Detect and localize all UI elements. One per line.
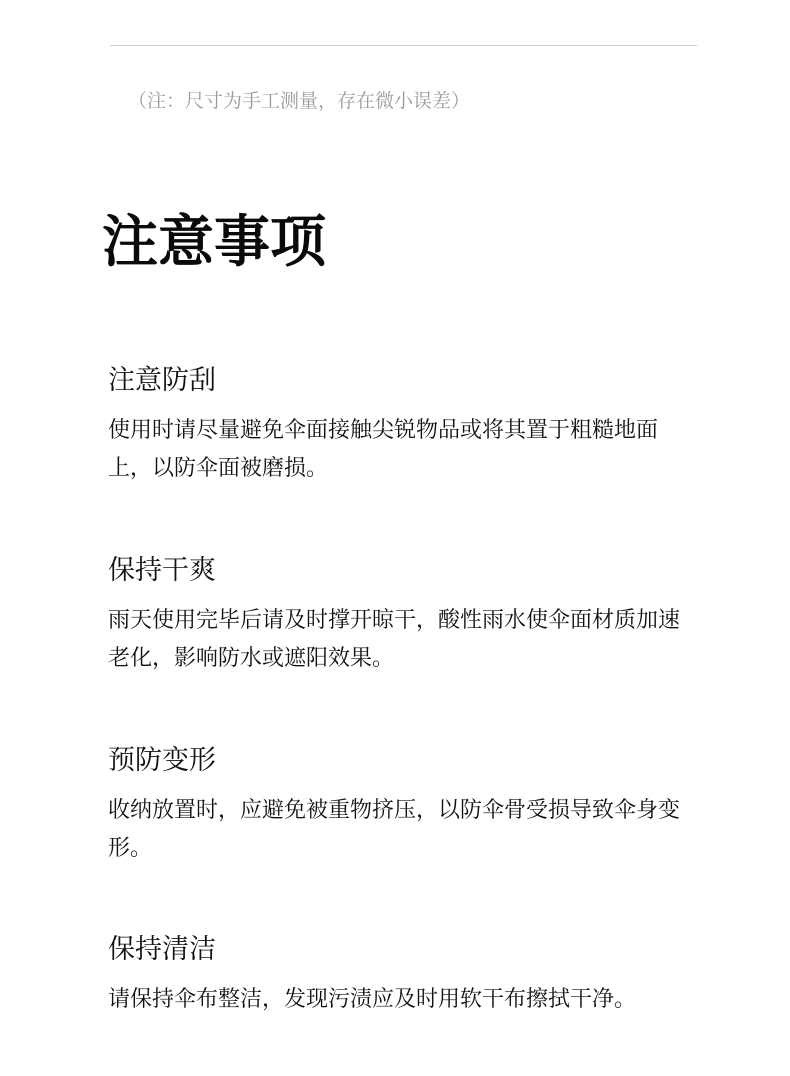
section-heading: 保持干爽 (108, 555, 216, 586)
section-heading: 注意防刮 (108, 365, 216, 396)
section-keep-dry (108, 552, 688, 678)
section-body: 雨天使用完毕后请及时撑开晾干，酸性雨水使伞面材质加速老化，影响防水或遮阳效果。 (108, 608, 681, 671)
page-title: 注意事项 (102, 210, 326, 275)
section-body: 请保持伞布整洁，发现污渍应及时用软干布擦拭干净。 (108, 987, 637, 1012)
section-scratch-prevention (108, 362, 688, 488)
section-prevent-deformation (108, 742, 688, 868)
top-divider (110, 45, 697, 46)
section-heading: 保持清洁 (108, 934, 216, 965)
section-heading: 预防变形 (108, 745, 216, 776)
section-body: 使用时请尽量避免伞面接触尖锐物品或将其置于粗糙地面上，以防伞面被磨损。 (108, 418, 659, 481)
section-body: 收纳放置时，应避免被重物挤压，以防伞骨受损导致伞身变形。 (108, 798, 681, 861)
measurement-note: （注：尺寸为手工测量，存在微小误差） (128, 90, 471, 112)
section-keep-clean (108, 931, 688, 1019)
